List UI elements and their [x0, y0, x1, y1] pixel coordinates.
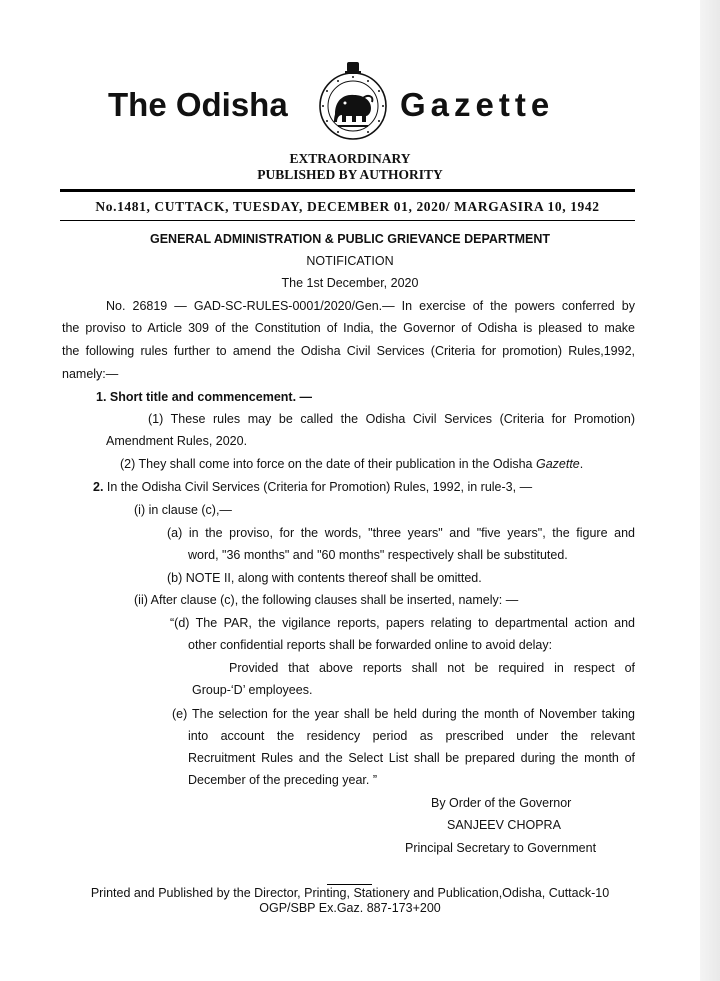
preamble-line: namely:— [62, 367, 119, 381]
preamble-line: the proviso to Article 309 of the Constitution of India, the Governor of Odisha is pleased to make [62, 321, 635, 335]
rule1-sub2-end: . [579, 457, 584, 471]
footer-printer-line: Printed and Published by the Director, Printing, Stationery and Publication,Odisha, Cuttack-10 [90, 886, 610, 900]
clause-i-a-line: word, "36 months" and "60 months" respectively shall be substituted. [188, 548, 568, 562]
signature-name: SANJEEV CHOPRA [447, 818, 561, 832]
preamble-line: No. 26819 — GAD-SC-RULES-0001/2020/Gen.— In exercise of the powers conferred by [106, 299, 635, 313]
clause-i: (i) in clause (c),— [134, 503, 232, 517]
proviso-line: Provided that above reports shall not be required in respect of [229, 661, 635, 675]
clause-d-line: “(d) The PAR, the vigilance reports, papers relating to departmental action and [170, 616, 635, 630]
signature-order: By Order of the Governor [431, 796, 572, 810]
extraordinary-label: EXTRAORDINARY [289, 151, 411, 166]
clause-e-line: into account the residency period as prescribed under the relevant [188, 729, 635, 743]
notification-date: The 1st December, 2020 [281, 276, 419, 290]
clause-d-line: other confidential reports shall be forwarded online to avoid delay: [188, 638, 553, 652]
issue-line: No.1481, CUTTACK, TUESDAY, DECEMBER 01, 2020/ MARGASIRA 10, 1942 [95, 199, 600, 214]
clause-e-line: (e) The selection for the year shall be held during the month of November taking [172, 707, 635, 721]
rule1-sub1-line: (1) These rules may be called the Odisha Civil Services (Criteria for Promotion) [148, 412, 635, 426]
authority-label: PUBLISHED BY AUTHORITY [257, 167, 443, 182]
header-rule-top [60, 189, 635, 192]
notification-heading: NOTIFICATION [306, 254, 394, 268]
rule1-sub2 [120, 457, 583, 471]
clause-i-a-line: (a) in the proviso, for the words, "three years" and "five years", the figure and [167, 526, 635, 540]
odisha-emblem-icon [308, 58, 398, 148]
rule1-sub2-text: (2) They shall come into force on the date of their publication in the Odisha [120, 457, 536, 471]
footer-rule [327, 884, 372, 885]
gazette-title-left: The Odisha [108, 86, 288, 123]
preamble-line: the following rules further to amend the Odisha Civil Services (Criteria for promotion) Rules,1992, [62, 344, 635, 358]
rule2-line [93, 480, 532, 494]
header-rule-bottom [60, 220, 635, 221]
clause-i-b: (b) NOTE II, along with contents thereof shall be omitted. [167, 571, 482, 585]
page-edge-shadow [700, 0, 720, 981]
clause-ii: (ii) After clause (c), the following clauses shall be inserted, namely: — [134, 593, 519, 607]
rule2-text: In the Odisha Civil Services (Criteria for Promotion) Rules, 1992, in rule-3, — [103, 480, 533, 494]
rule1-sub2-gazette: Gazette [535, 457, 580, 471]
rule2-number: 2. [93, 480, 104, 494]
clause-e-line: Recruitment Rules and the Select List shall be prepared during the month of [188, 751, 635, 765]
signature-designation: Principal Secretary to Government [405, 841, 597, 855]
gazette-title-right: Gazette [400, 86, 555, 123]
rule1-heading: 1. Short title and commencement. — [96, 390, 313, 404]
department-heading: GENERAL ADMINISTRATION & PUBLIC GRIEVANCE DEPARTMENT [149, 232, 550, 246]
footer-gazette-code: OGP/SBP Ex.Gaz. 887-173+200 [259, 901, 441, 915]
clause-e-line: December of the preceding year. ” [188, 773, 377, 787]
rule1-sub1-line: Amendment Rules, 2020. [106, 434, 248, 448]
proviso-line: Group-‘D’ employees. [192, 683, 313, 697]
